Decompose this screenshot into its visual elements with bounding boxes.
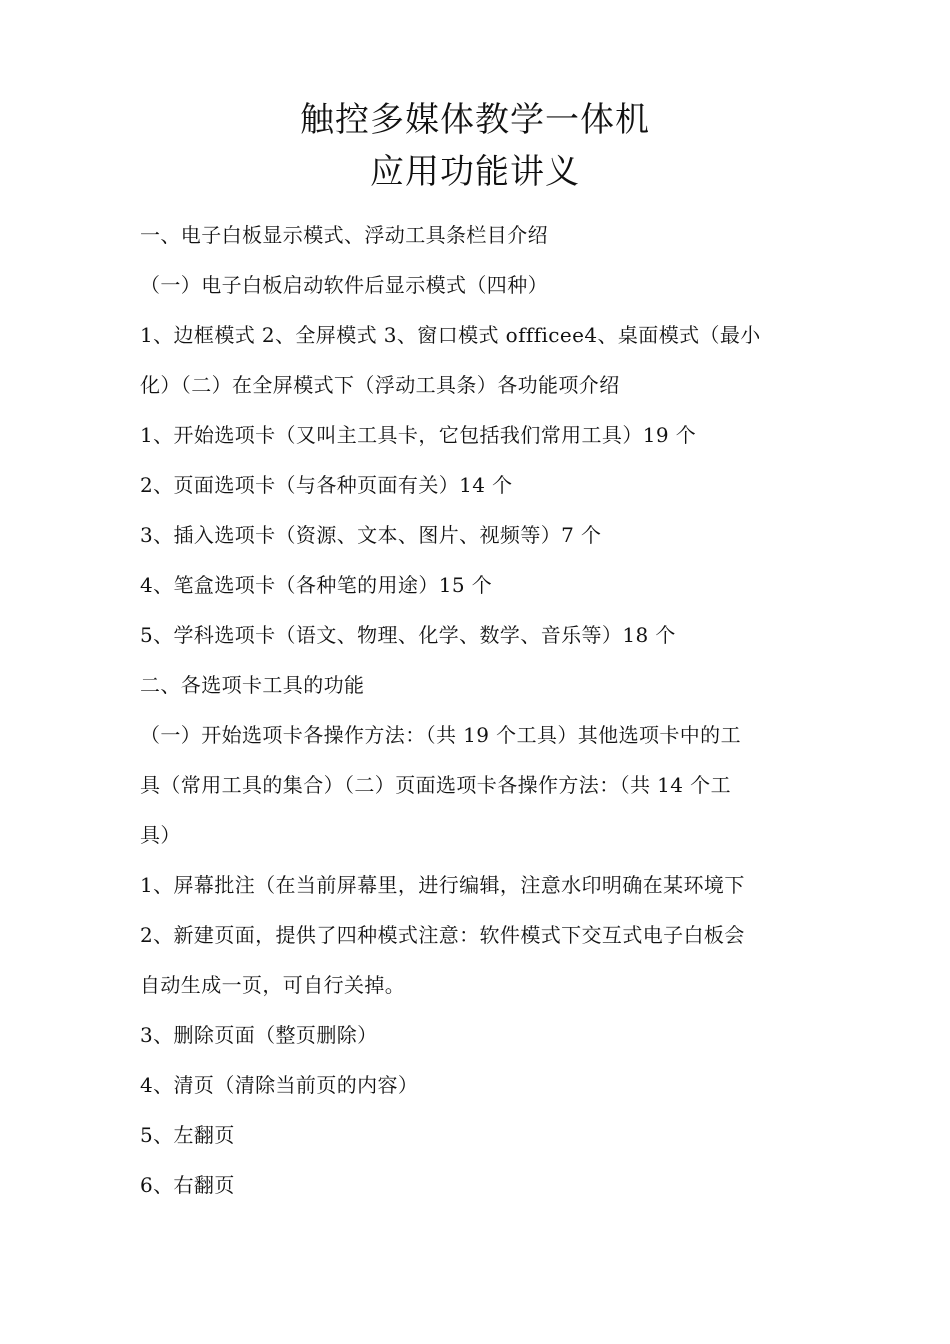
paragraph-line: 化）（二）在全屏模式下（浮动工具条）各功能项介绍 <box>140 373 620 397</box>
list-item: 4、清页（清除当前页的内容） <box>140 1073 419 1097</box>
list-item: 2、新建页面，提供了四种模式注意：软件模式下交互式电子白板会 <box>140 923 745 947</box>
document-title-line2: 应用功能讲义 <box>370 152 580 192</box>
paragraph-line: 自动生成一页，可自行关掉。 <box>140 973 406 997</box>
list-item: 5、学科选项卡（语文、物理、化学、数学、音乐等）18 个 <box>140 623 676 647</box>
paragraph-line: 1、边框模式 2、全屏模式 3、窗口模式 offficee4、桌面模式（最小 <box>140 323 761 347</box>
list-item: 1、屏幕批注（在当前屏幕里，进行编辑，注意水印明确在某环境下 <box>140 873 745 897</box>
document-title-line1: 触控多媒体教学一体机 <box>300 100 650 140</box>
document-body <box>140 210 805 1210</box>
list-item: 4、笔盒选项卡（各种笔的用途）15 个 <box>140 573 493 597</box>
list-item: 1、开始选项卡（又叫主工具卡，它包括我们常用工具）19 个 <box>140 423 697 447</box>
section-heading-2: 二、各选项卡工具的功能 <box>140 673 365 697</box>
list-item: 5、左翻页 <box>140 1123 235 1147</box>
list-item: 2、页面选项卡（与各种页面有关）14 个 <box>140 473 513 497</box>
paragraph-line: 具） <box>140 823 181 847</box>
list-item: 3、插入选项卡（资源、文本、图片、视频等）7 个 <box>140 523 602 547</box>
paragraph-line: 具（常用工具的集合）（二）页面选项卡各操作方法：（共 14 个工 <box>140 773 731 797</box>
paragraph-line: （一）开始选项卡各操作方法：（共 19 个工具）其他选项卡中的工 <box>140 723 741 747</box>
list-item: 6、右翻页 <box>140 1173 235 1197</box>
list-item: 3、删除页面（整页删除） <box>140 1023 378 1047</box>
subsection-heading-display-modes: （一）电子白板启动软件后显示模式（四种） <box>140 273 548 297</box>
section-heading-1: 一、电子白板显示模式、浮动工具条栏目介绍 <box>140 223 548 247</box>
